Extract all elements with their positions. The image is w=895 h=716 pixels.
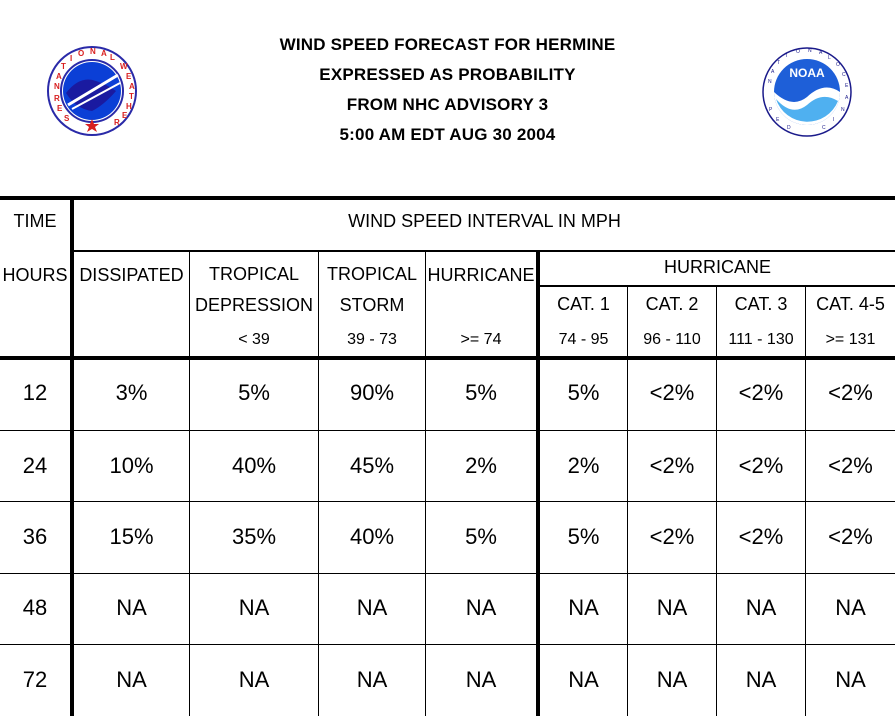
row-divider-1: [0, 430, 895, 431]
col-header-storm-line2: STORM: [339, 295, 405, 315]
svg-text:W: W: [120, 62, 128, 71]
svg-text:N: N: [90, 47, 96, 56]
svg-text:E: E: [122, 111, 128, 120]
probability-cell: NA: [745, 667, 777, 692]
svg-text:T: T: [129, 92, 134, 101]
col-range-depression: < 39: [238, 331, 270, 348]
col-header-cat45: CAT. 4-5: [816, 294, 885, 314]
probability-cell: NA: [238, 667, 270, 692]
col-range-hurricane: >= 74: [460, 331, 502, 348]
svg-text:I: I: [833, 117, 835, 123]
probability-cell: NA: [745, 595, 777, 620]
hour-cell: 48: [22, 595, 48, 620]
probability-cell: NA: [356, 667, 388, 692]
svg-text:R: R: [114, 118, 120, 127]
col-range-cat2: 96 - 110: [643, 331, 701, 348]
svg-text:E: E: [57, 104, 63, 113]
title-line-2: EXPRESSED AS PROBABILITY: [319, 65, 576, 84]
header-bottom-border: [0, 356, 895, 360]
svg-text:T: T: [777, 60, 781, 66]
col-header-cat2: CAT. 2: [645, 294, 699, 314]
col-divider-dissipated: [189, 252, 190, 716]
hurricane-group-border: [536, 252, 540, 716]
col-divider-cat3: [805, 287, 806, 716]
probability-cell: 2%: [567, 453, 600, 478]
svg-text:I: I: [786, 53, 788, 59]
probability-cell: <2%: [828, 524, 873, 549]
svg-text:A: A: [845, 95, 849, 101]
probability-cell: <2%: [738, 453, 784, 478]
row-divider-3: [0, 573, 895, 574]
col-divider-cat1: [627, 287, 628, 716]
hurricane-group-header: HURRICANE: [663, 257, 771, 277]
probability-cell: 15%: [109, 524, 154, 549]
col-range-storm: 39 - 73: [347, 331, 397, 348]
probability-cell: NA: [656, 595, 688, 620]
svg-text:NOAA: NOAA: [789, 66, 825, 80]
svg-text:N: N: [54, 82, 60, 91]
col-divider-cat2: [716, 287, 717, 716]
col-header-cat3: CAT. 3: [734, 294, 788, 314]
probability-cell: NA: [465, 667, 497, 692]
wind-speed-interval-header: WIND SPEED INTERVAL IN MPH: [348, 211, 621, 231]
col-header-depression-line1: TROPICAL: [208, 264, 300, 284]
probability-cell: 5%: [465, 380, 497, 405]
svg-text:L: L: [110, 53, 115, 62]
col-header-depression-line2: DEPRESSION: [194, 295, 314, 315]
row-divider-4: [0, 644, 895, 645]
svg-text:E: E: [845, 83, 849, 89]
probability-cell: NA: [465, 595, 497, 620]
svg-text:N: N: [768, 79, 772, 85]
svg-text:A: A: [129, 82, 135, 91]
probability-cell: NA: [238, 595, 270, 620]
col-range-cat1: 74 - 95: [558, 331, 609, 348]
title-line-4: 5:00 AM EDT AUG 30 2004: [339, 125, 556, 144]
svg-text:A: A: [819, 50, 823, 56]
probability-cell: 5%: [238, 380, 270, 405]
hour-cell: 24: [22, 453, 48, 478]
probability-cell: <2%: [828, 380, 873, 405]
probability-cell: 5%: [465, 524, 497, 549]
probability-cell: NA: [568, 667, 599, 692]
probability-cell: <2%: [738, 380, 784, 405]
svg-text:D: D: [787, 125, 791, 131]
col-range-cat45: >= 131: [825, 331, 876, 348]
probability-cell: NA: [835, 667, 866, 692]
hours-header: HOURS: [2, 265, 68, 285]
svg-text:I: I: [70, 54, 73, 63]
col-header-cat1: CAT. 1: [557, 294, 610, 314]
svg-text:H: H: [126, 102, 132, 111]
svg-text:R: R: [54, 94, 60, 103]
svg-text:A: A: [771, 69, 775, 75]
svg-text:A: A: [56, 72, 62, 81]
probability-cell: 3%: [115, 380, 148, 405]
probability-cell: NA: [835, 595, 866, 620]
col-divider-depression: [318, 252, 319, 716]
probability-cell: 45%: [349, 453, 395, 478]
svg-text:P: P: [769, 107, 773, 113]
col-header-storm-line1: TROPICAL: [326, 264, 418, 284]
probability-cell: 40%: [231, 453, 277, 478]
svg-text:S: S: [64, 114, 70, 123]
probability-cell: NA: [116, 595, 147, 620]
col-divider-storm: [425, 252, 426, 716]
probability-cell: 35%: [231, 524, 277, 549]
probability-cell: <2%: [649, 380, 695, 405]
header-divider: [73, 250, 895, 252]
col-range-cat3: 111 - 130: [728, 331, 794, 348]
svg-text:O: O: [836, 62, 840, 68]
svg-text:E: E: [776, 117, 780, 123]
probability-cell: <2%: [649, 453, 695, 478]
hour-cell: 72: [22, 667, 48, 692]
probability-cell: 40%: [349, 524, 395, 549]
svg-text:C: C: [842, 72, 846, 78]
probability-cell: NA: [116, 667, 147, 692]
row-divider-2: [0, 501, 895, 502]
col-header-dissipated: DISSIPATED: [79, 265, 184, 285]
title-line-3: FROM NHC ADVISORY 3: [346, 95, 549, 114]
probability-cell: 5%: [567, 524, 600, 549]
probability-cell: 5%: [567, 380, 600, 405]
svg-text:C: C: [822, 125, 826, 131]
probability-cell: <2%: [828, 453, 873, 478]
col-header-hurricane: HURRICANE: [427, 265, 535, 285]
probability-cell: <2%: [649, 524, 695, 549]
probability-cell: NA: [356, 595, 388, 620]
svg-text:O: O: [78, 49, 85, 58]
svg-text:L: L: [828, 55, 831, 61]
probability-cell: 2%: [465, 453, 497, 478]
hour-cell: 36: [22, 524, 48, 549]
probability-cell: 10%: [109, 453, 154, 478]
hour-cell: 12: [22, 380, 48, 405]
probability-cell: 90%: [349, 380, 395, 405]
svg-text:A: A: [101, 49, 107, 58]
probability-cell: <2%: [738, 524, 784, 549]
svg-text:N: N: [841, 107, 845, 113]
svg-text:T: T: [61, 62, 66, 71]
probability-cell: NA: [656, 667, 688, 692]
time-header: TIME: [13, 211, 57, 231]
svg-text:N: N: [808, 48, 812, 54]
probability-cell: NA: [568, 595, 599, 620]
svg-text:E: E: [126, 72, 132, 81]
title-line-1: WIND SPEED FORECAST FOR HERMINE: [279, 35, 616, 54]
table-top-border: [0, 196, 895, 200]
svg-text:O: O: [796, 49, 800, 55]
